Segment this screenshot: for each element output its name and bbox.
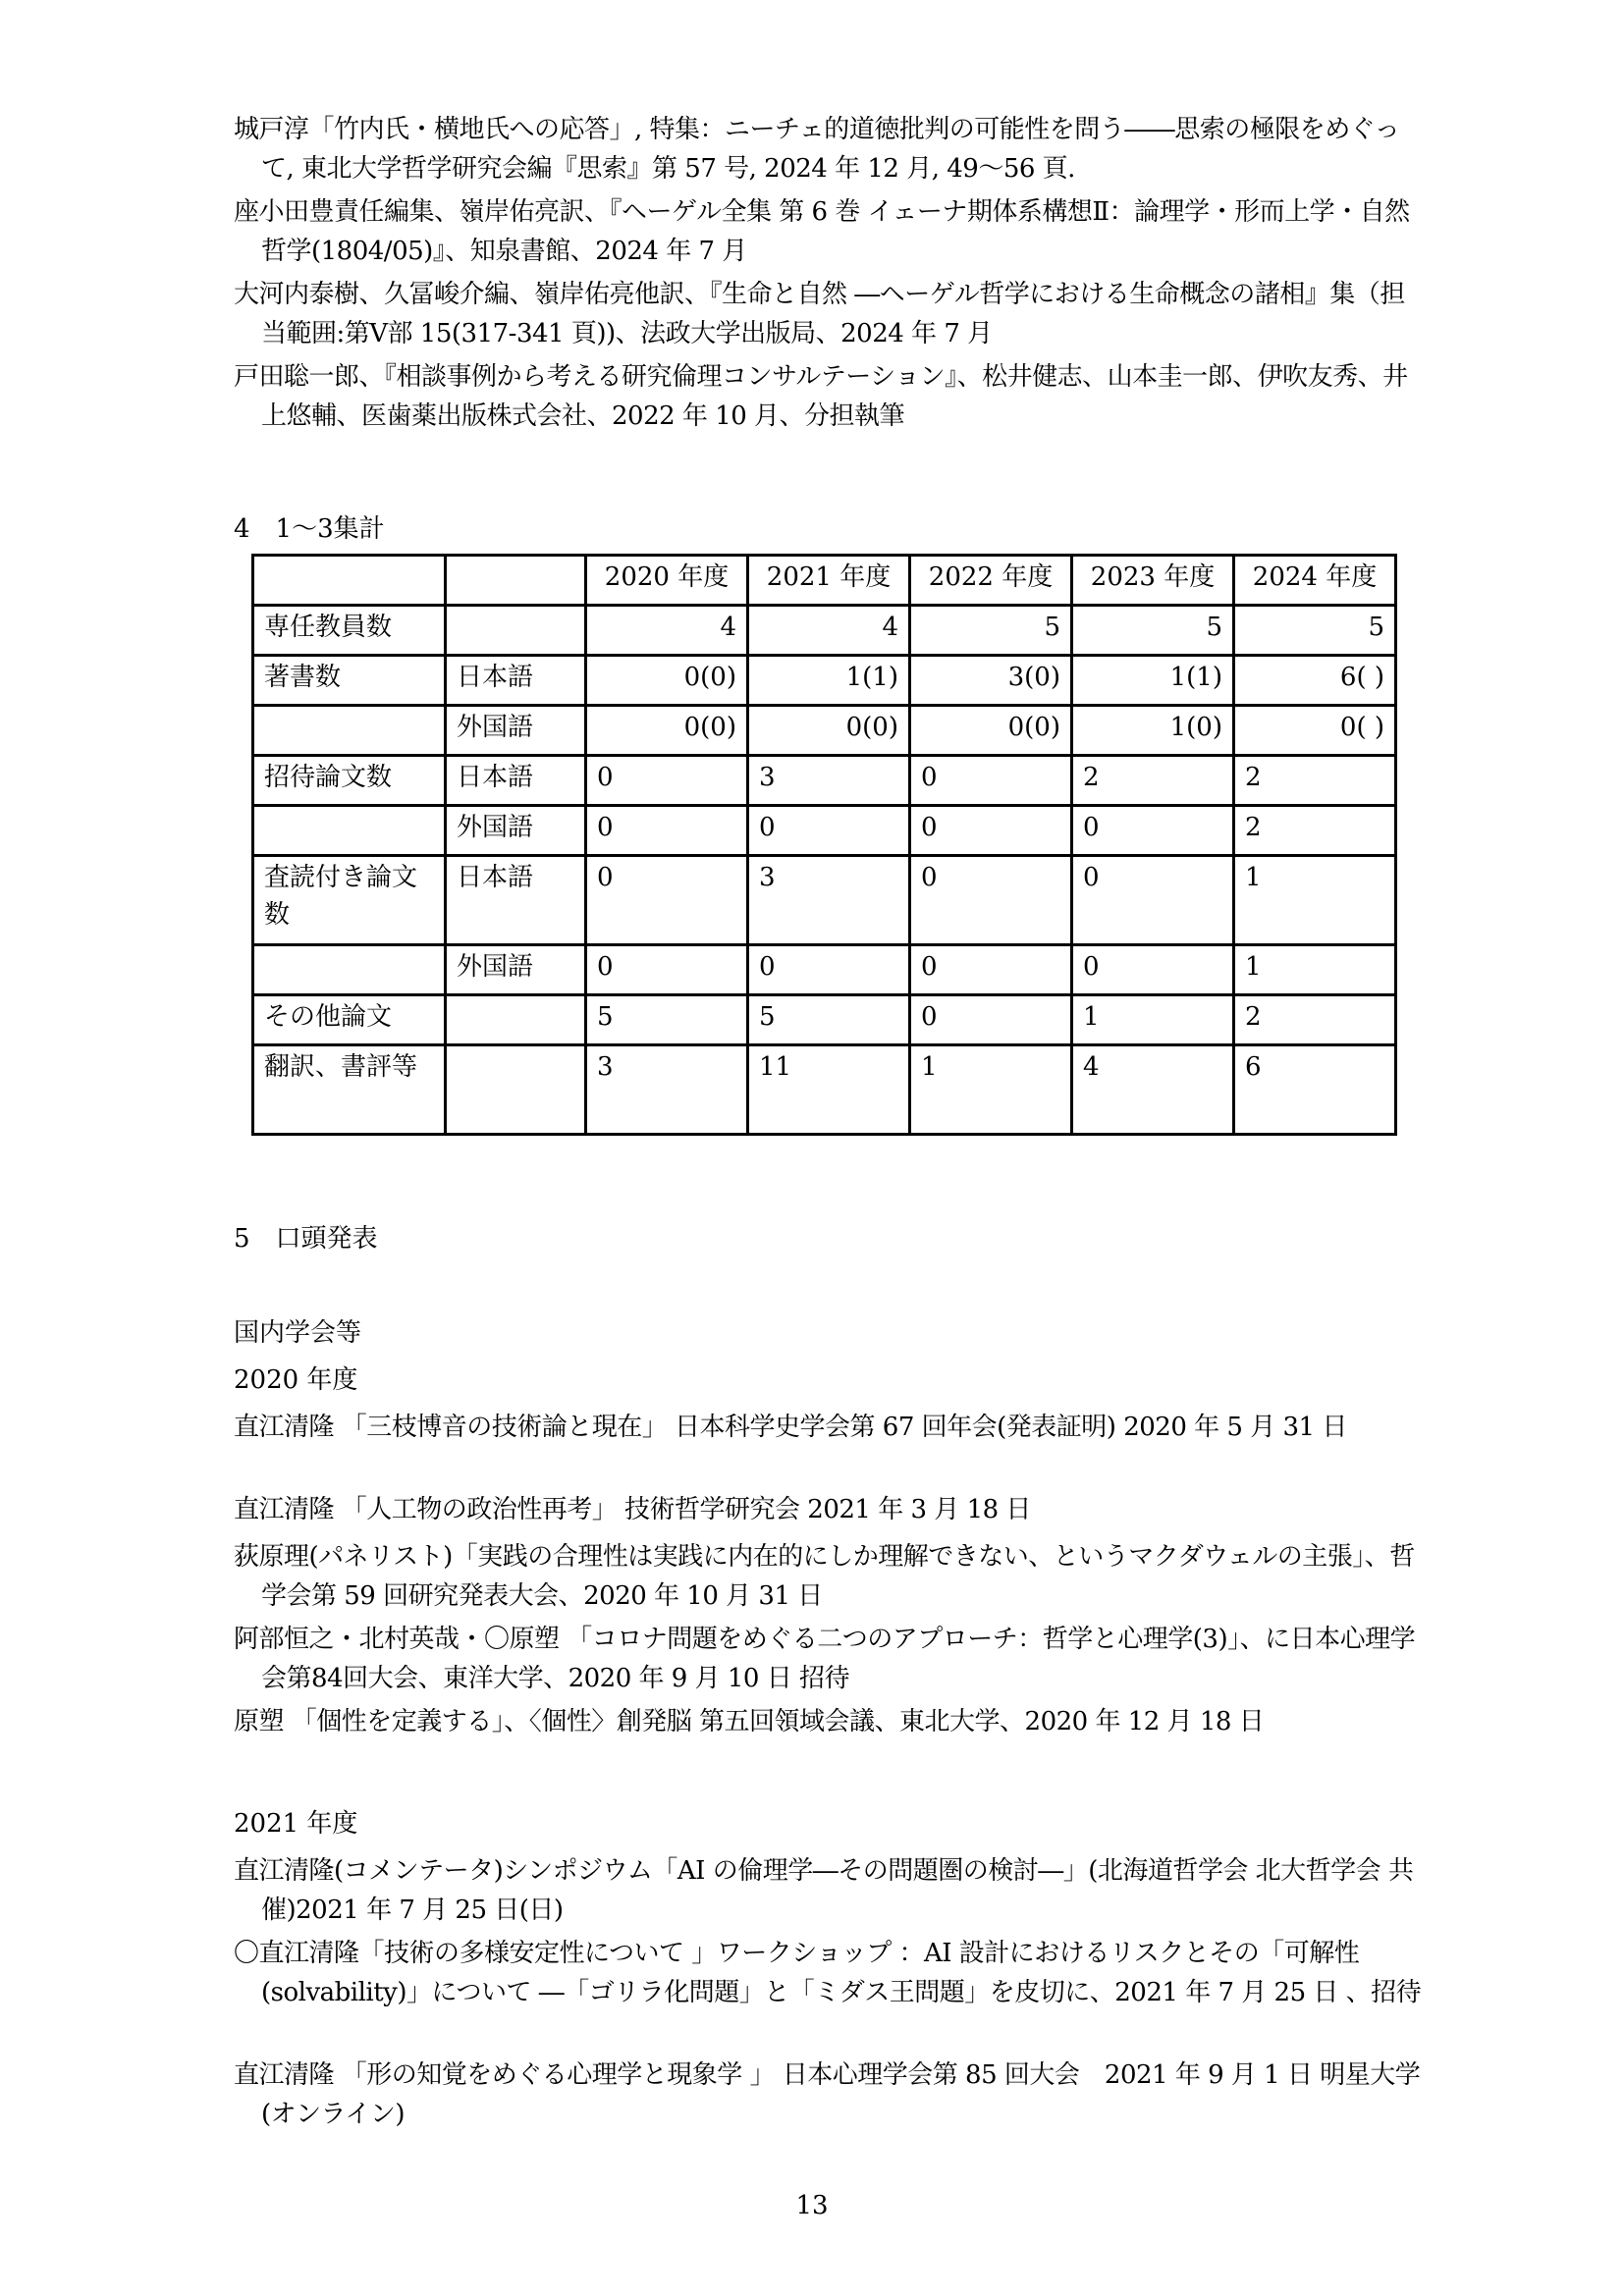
table-cell: 5 [1234,606,1396,656]
table-cell: 1(0) [1072,706,1234,756]
presentation-entry: 直江清隆 「人工物の政治性再考」 技術哲学研究会 2021 年 3 月 18 日 [234,1495,1031,1524]
table-row [253,856,1396,945]
page-number: 13 [795,2191,829,2220]
table-cell: 0 [586,756,748,806]
presentation-entry: 直江清隆 「三枝博音の技術論と現在」 日本科学史学会第 67 回年会(発表証明) 2020 年 5 月 31 日 [234,1413,1347,1442]
table-cell: 11 [748,1045,910,1135]
reference-entry: 城戸淳「竹内氏・横地氏への応答」, 特集：ニーチェ的道徳批判の可能性を問う――思索の極限をめぐって, 東北大学哲学研究会編『思索』第 57 号, 2024 年 12 月, 49～56 頁. [234,115,1400,184]
row-label: 査読付き論文数 [253,856,446,945]
presentation-entry: 〇直江清隆「技術の多様安定性について 」ワークショップ ：AI 設計におけるリスクとその「可解性(solvability)」について ―「ゴリラ化問題」と「ミダス王問題」を皮切に、2021 年 7 月 25 日 、招待 [234,1939,1422,2007]
row-sublabel [446,606,586,656]
table-cell: 1(1) [748,656,910,706]
presentation-entry: 阿部恒之・北村英哉・〇原塑 「コロナ問題をめぐる二つのアプローチ：哲学と心理学(3)」、に日本心理学会第84回大会、東洋大学、2020 年 9 月 10 日 招待 [234,1625,1416,1693]
section-heading-summary: 4 1～3集計 [234,514,385,544]
row-sublabel: 外国語 [446,945,586,995]
table-cell: 0 [910,995,1072,1045]
table-cell: 0 [1072,856,1234,945]
row-label: その他論文 [253,995,446,1045]
row-sublabel: 日本語 [446,756,586,806]
summary-table [251,554,1397,1136]
reference-entry: 座小田豊責任編集、嶺岸佑亮訳、『ヘーゲル全集 第 6 巻 イェーナ期体系構想Ⅱ：論理学・形而上学・自然哲学(1804/05)』、知泉書館、2024 年 7 月 [234,197,1410,266]
table-cell: 3 [586,1045,748,1135]
table-cell: 0 [910,856,1072,945]
table-header-row [253,556,1396,606]
table-cell: 3 [748,856,910,945]
presentation-entry: 直江清隆 「形の知覚をめぐる心理学と現象学 」 日本心理学会第 85 回大会 2021 年 9 月 1 日 明星大学(オンライン) [234,2060,1421,2129]
table-row [253,806,1396,856]
row-label: 専任教員数 [253,606,446,656]
section-heading-oral: 5 口頭発表 [234,1224,378,1254]
table-header-cell: 2022 年度 [910,556,1072,606]
row-sublabel: 外国語 [446,706,586,756]
row-sublabel: 日本語 [446,856,586,945]
table-cell: 0 [910,945,1072,995]
row-sublabel [446,1045,586,1135]
table-cell: 0 [748,806,910,856]
year-heading-2020: 2020 年度 [234,1365,358,1395]
table-cell: 2 [1234,756,1396,806]
table-cell: 1 [1072,995,1234,1045]
row-label: 招待論文数 [253,756,446,806]
table-header-cell: 2021 年度 [748,556,910,606]
table-row [253,756,1396,806]
table-cell: 0(0) [586,656,748,706]
table-cell: 0( ) [1234,706,1396,756]
table-cell: 2 [1234,806,1396,856]
table-cell: 1 [1234,856,1396,945]
row-sublabel [446,995,586,1045]
table-cell: 0 [910,756,1072,806]
table-cell: 0(0) [910,706,1072,756]
presentation-entry: 原塑 「個性を定義する」、〈個性〉創発脳 第五回領域会議、東北大学、2020 年 12 月 18 日 [234,1707,1265,1736]
row-label: 翻訳、書評等 [253,1045,446,1135]
table-header-cell: 2020 年度 [586,556,748,606]
table-cell: 6( ) [1234,656,1396,706]
reference-entry: 戸田聡一郎、『相談事例から考える研究倫理コンサルテーション』、松井健志、山本圭一郎、伊吹友秀、井上悠輔、医歯薬出版株式会社、2022 年 10 月、分担執筆 [234,362,1408,431]
table-header-cell: 2023 年度 [1072,556,1234,606]
table-cell: 0(0) [586,706,748,756]
reference-entry: 大河内泰樹、久冨峻介編、嶺岸佑亮他訳、『生命と自然 ―ヘーゲル哲学における生命概念の諸相』集（担当範囲:第Ⅴ部 15(317-341 頁))、法政大学出版局、2024 年 7 月 [234,280,1405,348]
table-cell: 0 [1072,945,1234,995]
table-row [253,706,1396,756]
table-header-cell: 2024 年度 [1234,556,1396,606]
table-cell: 5 [748,995,910,1045]
table-cell: 4 [586,606,748,656]
table-cell: 1 [910,1045,1072,1135]
table-cell: 5 [586,995,748,1045]
year-heading-2021: 2021 年度 [234,1809,358,1839]
table-row [253,606,1396,656]
table-cell: 2 [1234,995,1396,1045]
presentation-entry: 直江清隆(コメンテータ)シンポジウム「AI の倫理学―その問題圏の検討―」(北海道哲学会 北大哲学会 共催)2021 年 7 月 25 日(日) [234,1856,1414,1925]
table-cell: 6 [1234,1045,1396,1135]
table-cell: 5 [1072,606,1234,656]
row-label [253,706,446,756]
table-cell: 2 [1072,756,1234,806]
table-cell: 0 [586,945,748,995]
table-cell: 0 [1072,806,1234,856]
row-label [253,945,446,995]
table-cell: 1 [1234,945,1396,995]
table-row [253,945,1396,995]
row-label [253,806,446,856]
table-cell: 0 [586,856,748,945]
table-header-cell [253,556,446,606]
table-cell: 4 [748,606,910,656]
table-cell: 0 [586,806,748,856]
table-cell: 0 [748,945,910,995]
table-cell: 3(0) [910,656,1072,706]
table-row [253,995,1396,1045]
presentation-entry: 荻原理(パネリスト)「実践の合理性は実践に内在的にしか理解できない、というマクダウェルの主張」、哲学会第 59 回研究発表大会、2020 年 10 月 31 日 [234,1542,1415,1611]
row-label: 著書数 [253,656,446,706]
row-sublabel: 外国語 [446,806,586,856]
table-row [253,656,1396,706]
table-cell: 1(1) [1072,656,1234,706]
table-cell: 0(0) [748,706,910,756]
table-cell: 5 [910,606,1072,656]
table-cell: 0 [910,806,1072,856]
table-row [253,1045,1396,1135]
row-sublabel: 日本語 [446,656,586,706]
subheading-domestic: 国内学会等 [234,1318,362,1348]
table-cell: 3 [748,756,910,806]
table-cell: 4 [1072,1045,1234,1135]
table-header-cell [446,556,586,606]
